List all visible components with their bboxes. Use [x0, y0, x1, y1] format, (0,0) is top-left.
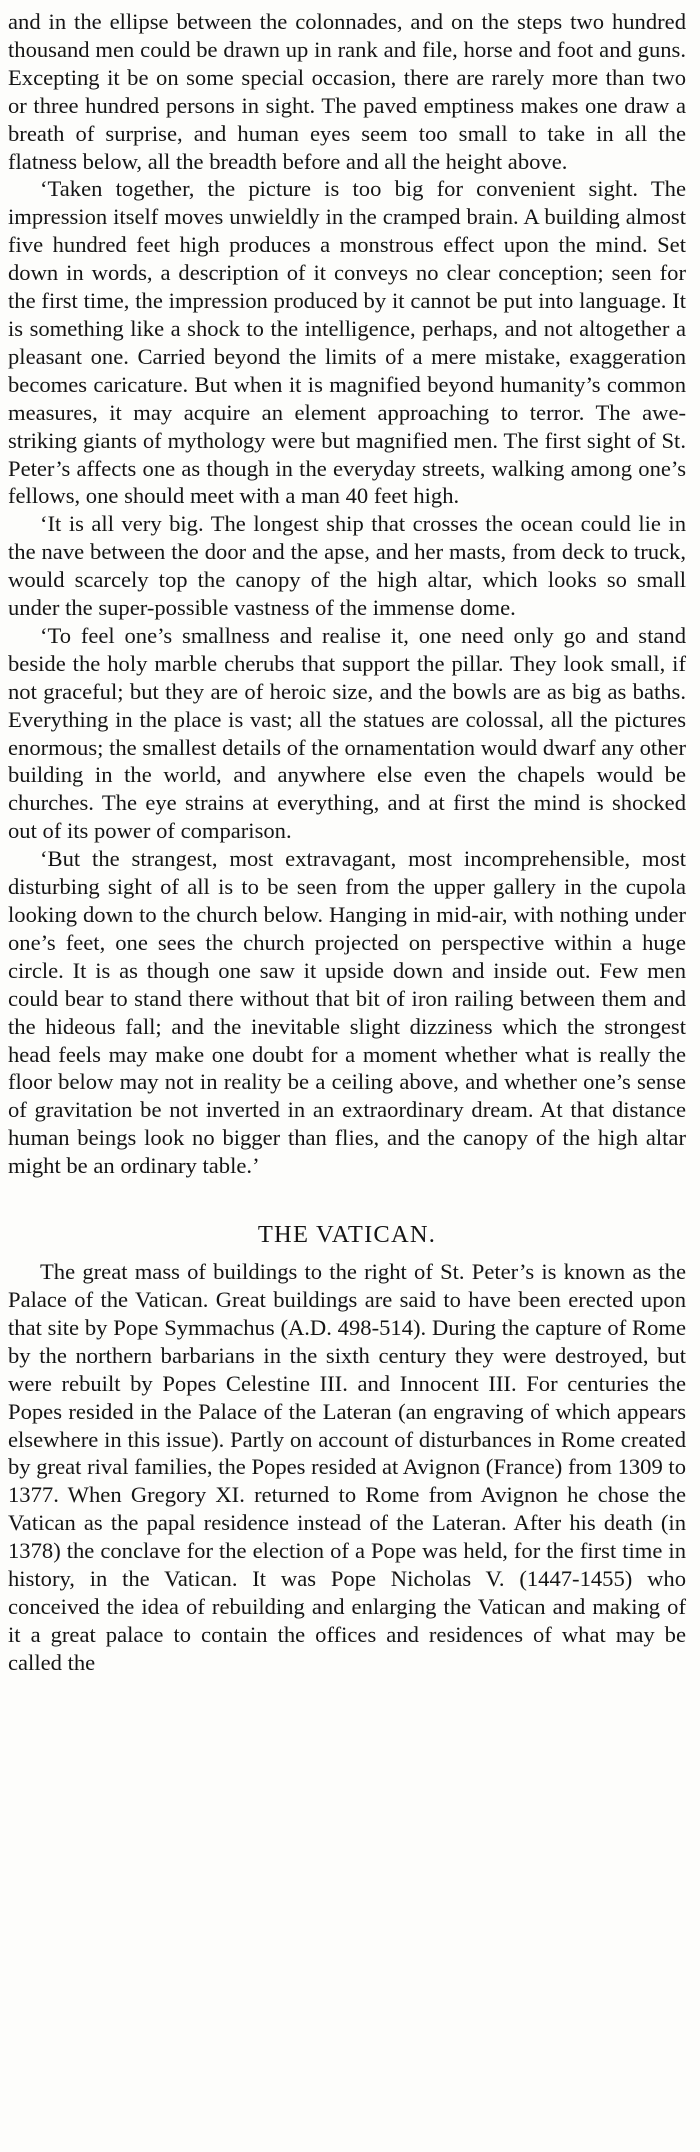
paragraph-feel-smallness: ‘To feel one’s smallness and realise it, one need only go and stand beside the holy marble cherubs that support the pillar. They look small, if not graceful; but they are of heroic size, and the bowls are as big as baths. Everything in the place is vast; all the statues are colossal, all the pictures enormous; the smallest details of the ornamentation would dwarf any other building in the world, and anywhere else even the chapels would be churches. The eye strains at everything, and at first the mind is shocked out of its power of comparison. [8, 622, 686, 844]
paragraph-all-very-big: ‘It is all very big. The longest ship that crosses the ocean could lie in the nave between the door and the apse, and her masts, from deck to truck, would scarcely top the canopy of the high altar, which looks so small under the super-possible vastness of the immense dome. [8, 511, 686, 621]
text-column [8, 8, 686, 1677]
paragraph-continued-ellipse: and in the ellipse between the colonnades, and on the steps two hundred thousand men could be drawn up in rank and file, horse and foot and guns. Excepting it be on some special occasion, there are rarely more than two or three hundred persons in sight. The paved emptiness makes one draw a breath of surprise, and human eyes seem too small to take in all the flatness below, all the breadth before and all the height above. [8, 9, 686, 174]
paragraph-vatican-history: The great mass of buildings to the right of St. Peter’s is known as the Palace of the Vatican. Great buildings are said to have been erected upon that site by Pope Symmachus (A.D. 498-514). During the capture of Rome by the northern barbarians in the sixth century they were destroyed, but were rebuilt by Popes Celestine III. and Innocent III. For centuries the Popes resided in the Palace of the Lateran (an engraving of which appears elsewhere in this issue). Partly on account of disturbances in Rome created by great rival families, the Popes resided at Avignon (France) from 1309 to 1377. When Gregory XI. returned to Rome from Avignon he chose the Vatican as the papal residence instead of the Lateran. After his death (in 1378) the conclave for the election of a Pope was held, for the first time in history, in the Vatican. It was Pope Nicholas V. (1447-1455) who conceived the idea of rebuilding and enlarging the Vatican and making of it a great palace to contain the offices and residences of what may be called the [8, 1259, 686, 1675]
paragraph-taken-together: ‘Taken together, the picture is too big for convenient sight. The impression itself moves unwieldly in the cramped brain. A building almost five hundred feet high produces a monstrous effect upon the mind. Set down in words, a description of it conveys no clear conception; seen for the first time, the impression produced by it cannot be put into language. It is something like a shock to the intelligence, perhaps, and not altogether a pleasant one. Carried beyond the limits of a mere mistake, exaggeration becomes caricature. But when it is magnified beyond humanity’s common measures, it may acquire an element approaching to terror. The awe-striking giants of mythology were but magnified men. The first sight of St. Peter’s affects one as though in the everyday streets, walking among one’s fellows, one should meet with a man 40 feet high. [8, 176, 686, 509]
section-heading-vatican: THE VATICAN. [257, 1221, 437, 1249]
paragraph-strangest-sight: ‘But the strangest, most extravagant, most incomprehensible, most disturbing sight of all is to be seen from the upper gallery in the cupola looking down to the church below. Hanging in mid-air, with nothing under one’s feet, one sees the church projected on perspective within a huge circle. It is as though one saw it upside down and inside out. Few men could bear to stand there without that bit of iron railing between them and the hideous fall; and the inevitable slight dizziness which the strongest head feels may make one doubt for a moment whether what is really the floor below may not in reality be a ceiling above, and whether one’s sense of gravitation be not inverted in an extraordinary dream. At that distance human beings look no bigger than flies, and the canopy of the high altar might be an ordinary table.’ [8, 846, 686, 1179]
